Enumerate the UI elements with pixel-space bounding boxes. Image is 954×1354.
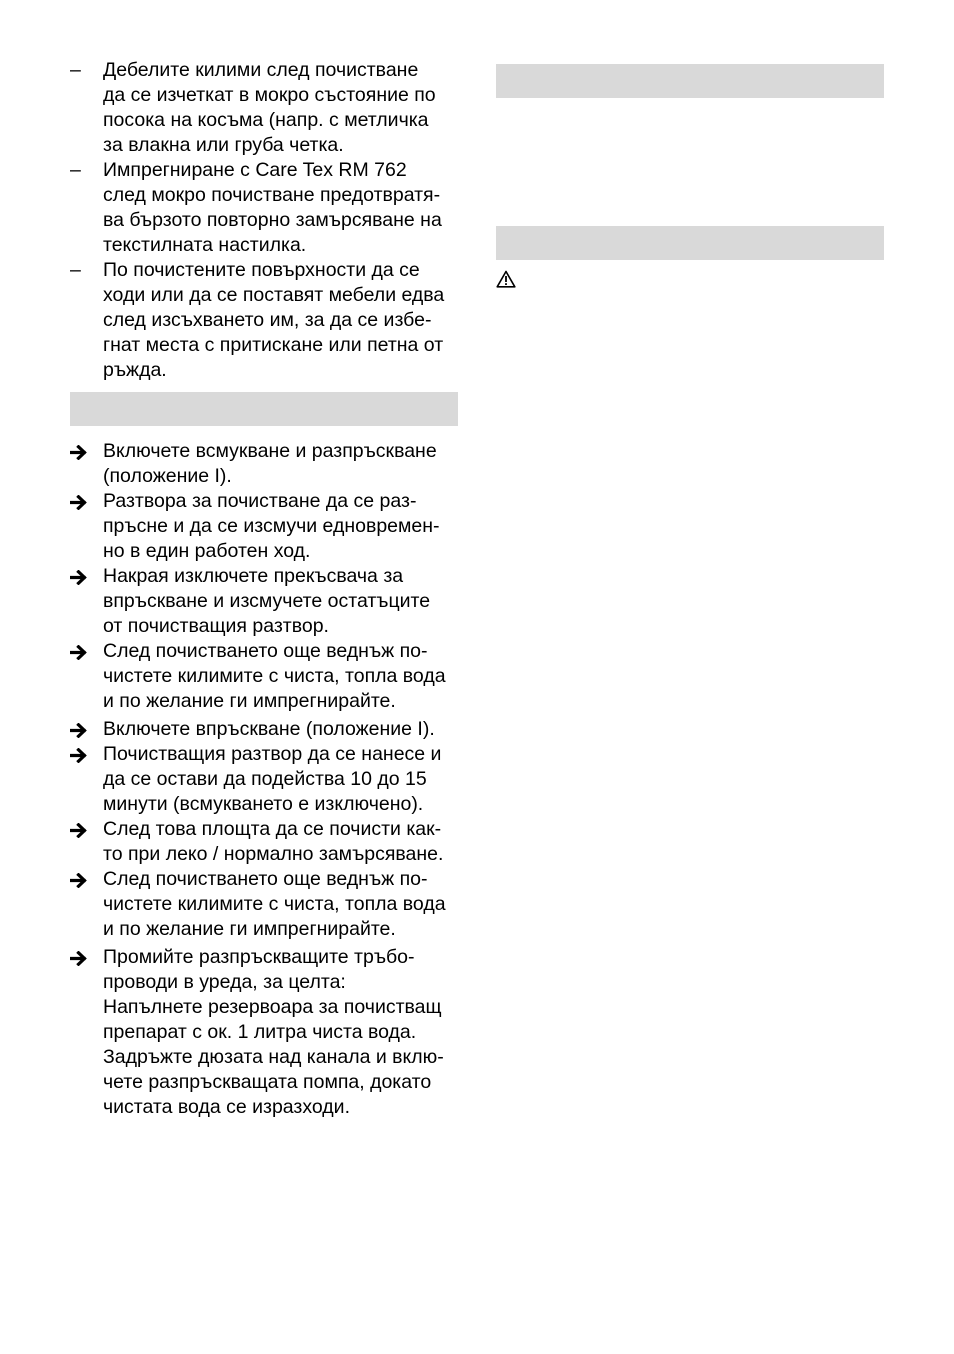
list-item-text — [103, 742, 458, 817]
text-line: чистете килимите с чиста, топла вода — [103, 665, 446, 687]
list-item — [70, 742, 458, 817]
text-line: След почистването още веднъж по- — [103, 868, 428, 890]
text-line: след изсъхването им, за да се избе- — [103, 309, 432, 331]
list-item-text — [103, 564, 458, 639]
list-item — [70, 58, 458, 158]
list-item — [70, 867, 458, 942]
section-band-dry — [496, 64, 884, 98]
warning-heading — [496, 268, 884, 295]
figure-ref-15 — [496, 106, 884, 131]
text-line: ръжда. — [103, 359, 167, 381]
arrow-right-icon — [70, 817, 103, 867]
list-item-text — [103, 158, 458, 258]
list-item-text — [103, 945, 458, 1120]
list-item-text — [103, 639, 458, 714]
finish-steps — [70, 945, 458, 1120]
dash-bullet: – — [70, 59, 81, 81]
list-item — [70, 945, 458, 1120]
list-item-text — [103, 489, 458, 564]
dash-bullet: – — [70, 159, 81, 181]
text-line: и по желание ги импрегнирайте. — [103, 690, 396, 712]
text-line: (положение I). — [103, 465, 232, 487]
arrow-right-icon — [70, 945, 103, 1120]
list-item — [70, 489, 458, 564]
text-line: По почистените повърхности да се — [103, 259, 420, 281]
text-line: за влакна или груба четка. — [103, 134, 344, 156]
section-band-methods — [70, 392, 458, 426]
text-line: Включете впръскване (положение I). — [103, 718, 435, 740]
right-column — [496, 58, 884, 295]
figure-ref-16 — [496, 131, 884, 156]
text-line: да се изчеткат в мокро състояние по — [103, 84, 436, 106]
arrow-right-icon — [70, 439, 103, 489]
list-item — [70, 717, 458, 742]
section-band-wet — [496, 226, 884, 260]
list-item — [70, 564, 458, 639]
warning-triangle-icon — [496, 270, 516, 295]
list-item — [70, 258, 458, 383]
arrow-right-icon — [70, 742, 103, 817]
text-line: Задръжте дюзата над канала и вклю- — [103, 1046, 444, 1068]
text-line: чете разпръскващата помпа, докато — [103, 1071, 432, 1093]
text-line: След почистването още веднъж по- — [103, 640, 428, 662]
arrow-right-icon — [70, 564, 103, 639]
text-line: ходи или да се поставят мебели едва — [103, 284, 445, 306]
text-line: и по желание ги импрегнирайте. — [103, 918, 396, 940]
light-steps — [70, 439, 458, 714]
dash-list — [70, 58, 458, 383]
text-line: След това площта да се почисти как- — [103, 818, 442, 840]
list-item-text — [103, 439, 458, 489]
text-line: препарат с ок. 1 литра чиста вода. — [103, 1021, 417, 1043]
arrow-right-icon — [70, 717, 103, 742]
text-line: чистете килимите с чиста, топла вода — [103, 893, 446, 915]
list-item — [70, 158, 458, 258]
figure-ref-18 — [496, 195, 884, 220]
left-column — [70, 58, 458, 1120]
list-item-text — [103, 867, 458, 942]
text-line: проводи в уреда, за целта: — [103, 971, 346, 993]
text-line: чистата вода се изразходи. — [103, 1096, 350, 1118]
arrow-right-icon — [70, 489, 103, 564]
text-line: след мокро почистване предотвратя- — [103, 184, 441, 206]
text-line: Накрая изключете прекъсвача за — [103, 565, 404, 587]
figure-ref-17 — [496, 163, 884, 188]
text-line: минути (всмукването е изключено). — [103, 793, 424, 815]
text-line: от почистващия разтвор. — [103, 615, 329, 637]
list-item — [70, 439, 458, 489]
text-line: то при леко / нормално замърсяване. — [103, 843, 444, 865]
heavy-steps — [70, 717, 458, 942]
text-line: ва бързото повторно замърсяване на — [103, 209, 442, 231]
list-item-text — [103, 717, 458, 742]
text-line: Включете всмукване и разпръскване — [103, 440, 437, 462]
text-line: впръскване и изсмучете остатъците — [103, 590, 431, 612]
text-line: но в един работен ход. — [103, 540, 311, 562]
dash-bullet: – — [70, 259, 81, 281]
list-item — [70, 639, 458, 714]
arrow-right-icon — [70, 639, 103, 714]
list-item-text — [103, 817, 458, 867]
text-line: Разтвора за почистване да се раз- — [103, 490, 417, 512]
list-item-text — [103, 58, 458, 158]
text-line: посока на косъма (напр. с метличка — [103, 109, 429, 131]
text-line: Почистващия разтвор да се нанесе и — [103, 743, 442, 765]
text-line: Напълнете резервоара за почистващ — [103, 996, 442, 1018]
list-item — [70, 817, 458, 867]
text-line: да се остави да подейства 10 до 15 — [103, 768, 427, 790]
text-line: текстилната настилка. — [103, 234, 307, 256]
text-line: Дебелите килими след почистване — [103, 59, 419, 81]
text-line: гнат места с притискане или петна от — [103, 334, 444, 356]
text-line: Промийте разпръскващите тръбо- — [103, 946, 415, 968]
text-line: Импрегниране с Care Tex RM 762 — [103, 159, 407, 181]
list-item-text — [103, 258, 458, 383]
arrow-right-icon — [70, 867, 103, 942]
text-line: пръсне и да се изсмучи едновремен- — [103, 515, 440, 537]
